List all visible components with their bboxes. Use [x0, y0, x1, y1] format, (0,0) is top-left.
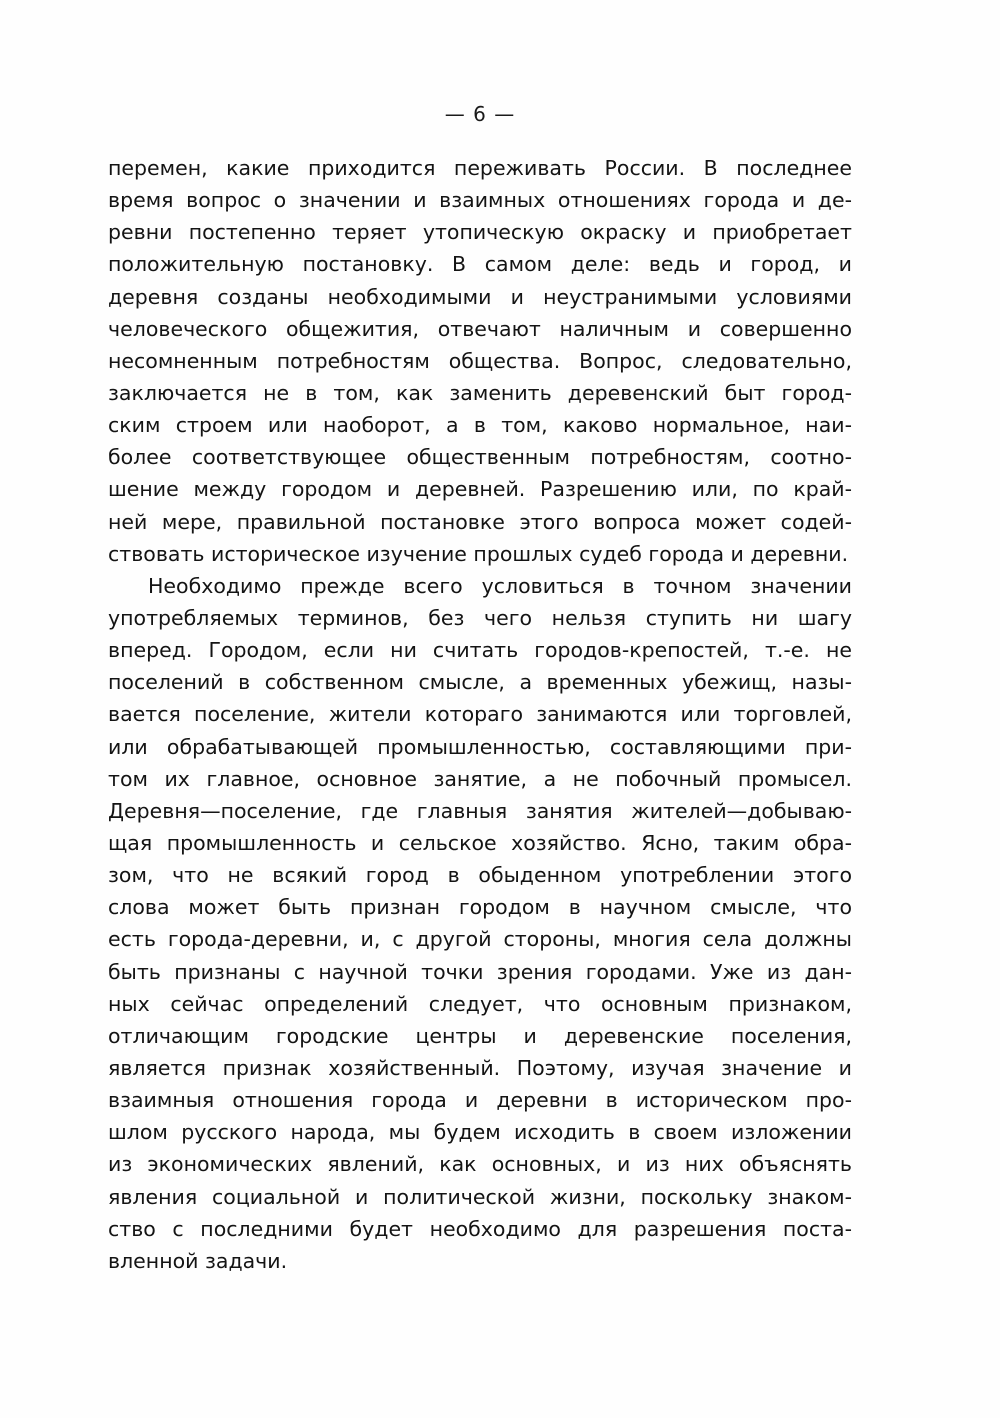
- text-line: является признак хозяйственный. Поэтому, изучая значение и: [108, 1055, 852, 1080]
- text-line: человеческого общежития, отвечают наличным и совершенно: [108, 316, 852, 341]
- text-line: отличающим городские центры и деревенские поселения,: [108, 1023, 852, 1048]
- text-line: перемен, какие приходится переживать России. В последнее: [108, 156, 852, 180]
- text-line: или обрабатывающей промышленностью, составляющими при-: [108, 734, 852, 759]
- text-line: взаимныя отношения города и деревни в историческом про-: [108, 1088, 852, 1113]
- text-line: шлом русского народа, мы будем исходить в своем изложении: [108, 1120, 852, 1145]
- text-line: положительную постановку. В самом деле: ведь и город, и: [108, 252, 852, 277]
- text-line: несомненным потребностям общества. Вопрос, следовательно,: [108, 348, 852, 373]
- text-line: щая промышленность и сельское хозяйство. Ясно, таким обра-: [108, 830, 852, 855]
- text-line: ствовать историческое изучение прошлых судеб города и деревни.: [108, 541, 849, 566]
- text-line: ней мере, правильной постановке этого вопроса может содей-: [108, 509, 852, 534]
- text-line: более соответствующее общественным потребностям, соотно-: [108, 445, 852, 470]
- body-text: [108, 152, 852, 1277]
- page-number: — 6 —: [444, 102, 516, 126]
- text-line: явления социальной и политической жизни, поскольку знаком-: [108, 1184, 852, 1209]
- text-line: зом, что не всякий город в обыденном употреблении этого: [108, 863, 852, 888]
- text-line: слова может быть признан городом в научном смысле, что: [108, 895, 852, 920]
- text-line: ревни постепенно теряет утопическую окраску и приобретает: [108, 220, 852, 245]
- text-line: быть признаны с научной точки зрения городами. Уже из дан-: [108, 959, 852, 984]
- text-line: заключается не в том, как заменить деревенский быт город-: [108, 380, 852, 405]
- text-line: из экономических явлений, как основных, и из них объяснять: [108, 1152, 852, 1177]
- text-line: вперед. Городом, если ни считать городов-крепостей, т.-е. не: [108, 638, 852, 663]
- text-line: том их главное, основное занятие, а не побочный промысел.: [108, 766, 852, 791]
- text-line: вленной задачи.: [108, 1248, 288, 1273]
- text-line: есть города-деревни, и, с другой стороны, многия села должны: [108, 927, 852, 952]
- text-line: ных сейчас определений следует, что основным признаком,: [108, 991, 852, 1016]
- text-line: Необходимо прежде всего условиться в точном значении: [148, 573, 852, 598]
- paragraph: [108, 152, 852, 570]
- text-line: вается поселение, жители котораго занимаются или торговлей,: [108, 702, 852, 727]
- text-line: поселений в собственном смысле, а временных убежищ, назы-: [108, 670, 852, 695]
- text-line: шение между городом и деревней. Разрешению или, по край-: [108, 477, 852, 502]
- text-line: время вопрос о значении и взаимных отношениях города и де-: [108, 188, 852, 213]
- text-line: деревня созданы необходимыми и неустранимыми условиями: [108, 284, 852, 309]
- text-line: употребляемых терминов, без чего нельзя ступить ни шагу: [108, 605, 852, 630]
- paragraph: [108, 570, 852, 1277]
- text-line: Деревня—поселение, где главныя занятия жителей—добываю-: [108, 798, 852, 823]
- text-line: ство с последними будет необходимо для разрешения поста-: [108, 1216, 852, 1241]
- text-line: ским строем или наоборот, а в том, каково нормальное, наи-: [108, 413, 852, 438]
